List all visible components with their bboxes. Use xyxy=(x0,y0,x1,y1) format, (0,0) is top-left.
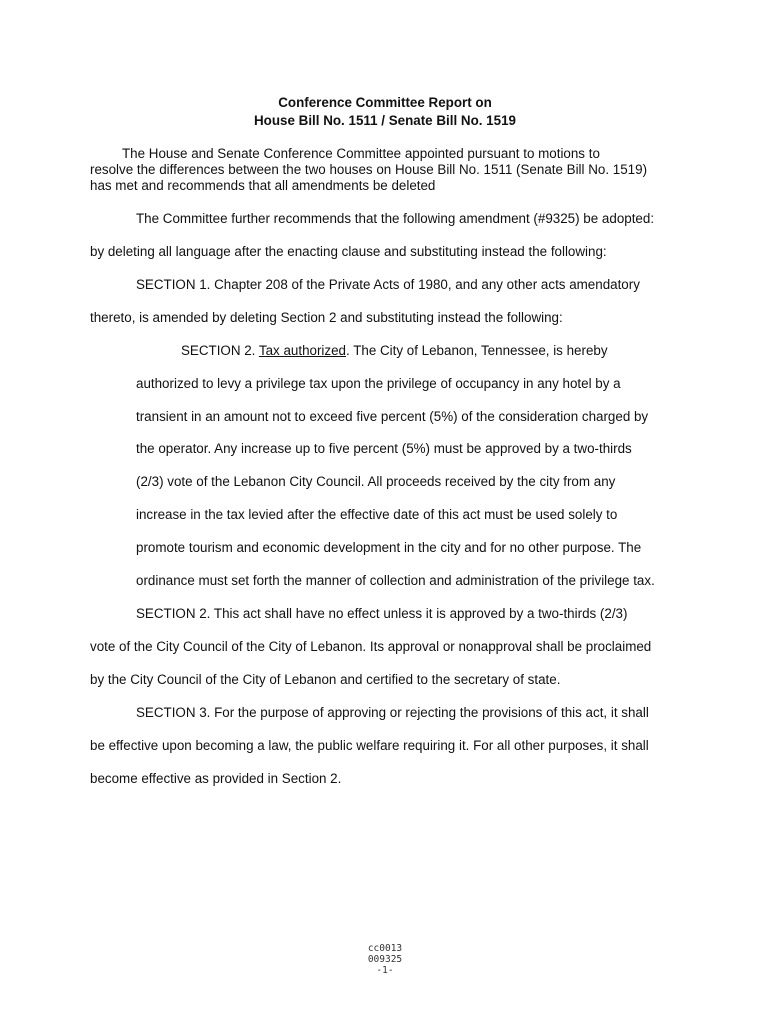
section2-line-3: by the City Council of the City of Lebanon and certified to the secretary of state. xyxy=(90,672,561,687)
inner-section2-line-1-rest: . The City of Lebanon, Tennessee, is hereby xyxy=(346,343,608,358)
section2-line-1: SECTION 2. This act shall have no effect unless it is approved by a two-thirds (2/3) xyxy=(136,606,628,621)
title-line-2: House Bill No. 1511 / Senate Bill No. 1519 xyxy=(254,113,516,128)
section3-line-2: be effective upon becoming a law, the public welfare requiring it. For all other purposes, it shall xyxy=(90,738,649,753)
footer-page-number: -1- xyxy=(376,965,394,976)
inner-section2-line-2: authorized to levy a privilege tax upon the privilege of occupancy in any hotel by a xyxy=(136,376,621,391)
inner-section2-line-5: (2/3) vote of the Lebanon City Council. All proceeds received by the city from any xyxy=(136,474,616,489)
inner-section2-label: SECTION 2. xyxy=(181,343,256,358)
inner-section2-line-7: promote tourism and economic development in the city and for no other purpose. The xyxy=(136,540,642,555)
recommendation-line-2: by deleting all language after the enacting clause and substituting instead the following: xyxy=(90,244,607,259)
intro-line-2: resolve the differences between the two houses on House Bill No. 1511 (Senate Bill No. 1519) xyxy=(90,162,648,177)
inner-section2-line-6: increase in the tax levied after the effective date of this act must be used solely to xyxy=(136,507,618,522)
title-line-1: Conference Committee Report on xyxy=(278,95,492,110)
recommendation-line-1: The Committee further recommends that the following amendment (#9325) be adopted: xyxy=(136,211,655,226)
section3-line-1: SECTION 3. For the purpose of approving or rejecting the provisions of this act, it shall xyxy=(136,705,649,720)
inner-section2-heading: Tax authorized xyxy=(258,343,346,358)
section1-line-1: SECTION 1. Chapter 208 of the Private Acts of 1980, and any other acts amendatory xyxy=(136,277,640,292)
section1-line-2: thereto, is amended by deleting Section 2 and substituting instead the following: xyxy=(90,310,563,325)
inner-section2-line-8: ordinance must set forth the manner of collection and administration of the privilege tax. xyxy=(136,573,655,588)
footer-code-1: cc0013 xyxy=(367,943,403,954)
section2-line-2: vote of the City Council of the City of Lebanon. Its approval or nonapproval shall be proclaimed xyxy=(90,639,652,654)
intro-line-1: The House and Senate Conference Committee appointed pursuant to motions to xyxy=(122,146,600,161)
inner-section2-line-4: the operator. Any increase up to five percent (5%) must be approved by a two-thirds xyxy=(136,441,632,456)
intro-line-3: has met and recommends that all amendments be deleted xyxy=(90,178,436,193)
inner-section2-line-3: transient in an amount not to exceed five percent (5%) of the consideration charged by xyxy=(136,409,649,424)
inner-section2-line-1 xyxy=(181,343,608,359)
footer-code-2: 009325 xyxy=(367,954,403,965)
section3-line-3: become effective as provided in Section 2. xyxy=(90,771,342,786)
